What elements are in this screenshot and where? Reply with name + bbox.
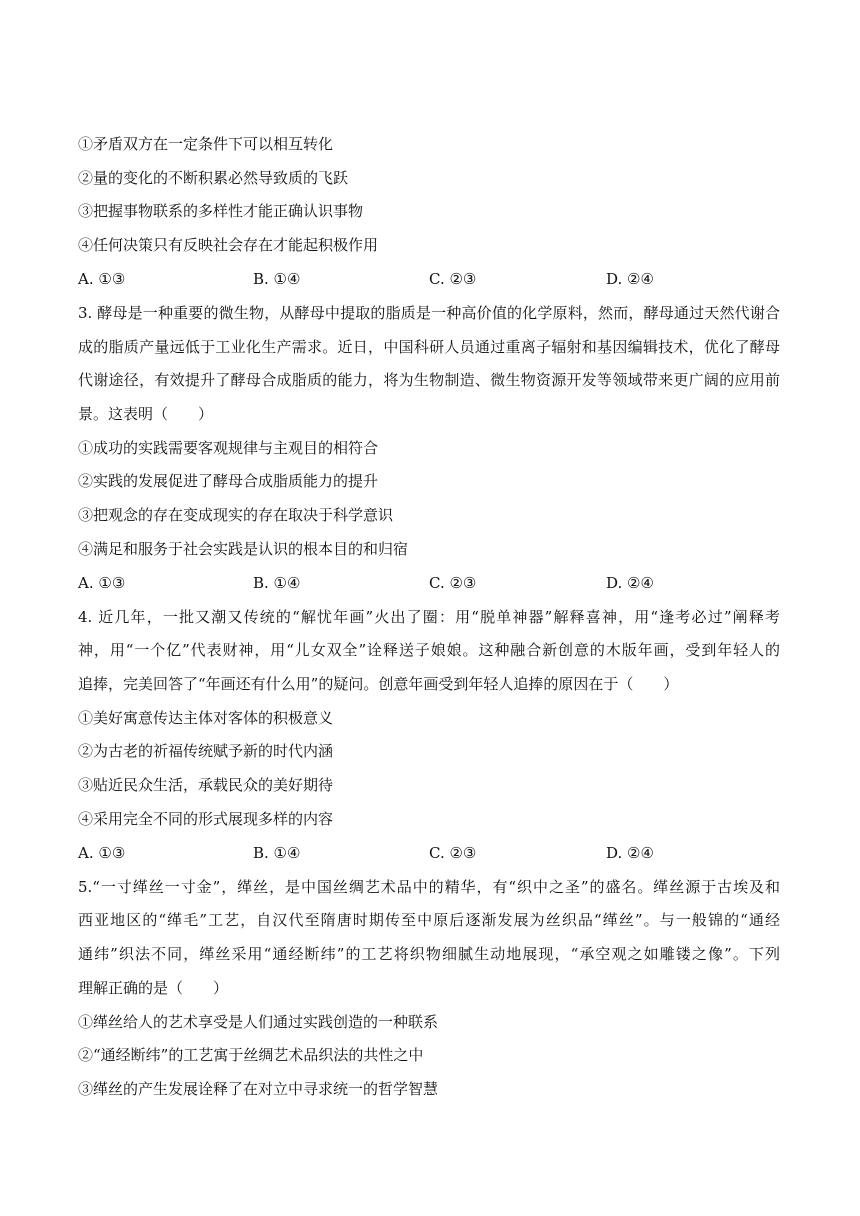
answer-options [78, 843, 780, 863]
statement-item: ①成功的实践需要客观规律与主观目的相符合 [78, 439, 379, 457]
statement-item: ③把握事物联系的多样性才能正确认识事物 [78, 202, 364, 220]
option-c: C. ②③ [429, 574, 477, 592]
statement-item: ③把观念的存在变成现实的存在取决于科学意识 [78, 506, 394, 524]
question-stem-line: 3. 酵母是一种重要的微生物，从酵母中提取的脂质是一种高价值的化学原料，然而，酵母通过天然代谢合 [78, 304, 780, 322]
statement-item: ①美好寓意传达主体对客体的积极意义 [78, 709, 334, 727]
statement-item: ①矛盾双方在一定条件下可以相互转化 [78, 135, 334, 153]
question-stem-line: 成的脂质产量远低于工业化生产需求。近日，中国科研人员通过重离子辐射和基因编辑技术，优化了酵母 [78, 338, 780, 356]
question-stem-line: 景。这表明（ ） [78, 405, 214, 423]
statement-item: ③缂丝的产生发展诠释了在对立中寻求统一的哲学智慧 [78, 1080, 439, 1098]
option-a: A. ①③ [78, 844, 126, 862]
question-stem-line: 追捧，完美回答了“年画还有什么用”的疑问。创意年画受到年轻人追捧的原因在于（ ） [78, 675, 679, 693]
question-stem-line: 代谢途径，有效提升了酵母合成脂质的能力，将为生物制造、微生物资源开发等领域带来更广阔的应用前 [78, 371, 780, 389]
question-stem-line: 西亚地区的“缂毛”工艺，自汉代至隋唐时期传至中原后逐渐发展为丝织品“缂丝”。与一般锦的“通经 [78, 911, 780, 929]
statement-item: ④满足和服务于社会实践是认识的根本目的和归宿 [78, 540, 409, 558]
statement-item: ③贴近民众生活，承载民众的美好期待 [78, 776, 334, 794]
question-stem-line: 4. 近几年，一批又潮又传统的“解忧年画”火出了圈：用“脱单神器”解释喜神，用“逢考必过”阐释考 [78, 608, 780, 626]
question-stem-line: 神，用“一个亿”代表财神，用“儿女双全”诠释送子娘娘。这种融合新创意的木版年画，受到年轻人的 [78, 641, 780, 659]
option-c: C. ②③ [429, 270, 477, 288]
answer-options [78, 573, 780, 593]
statement-item: ④采用完全不同的形式展现多样的内容 [78, 810, 334, 828]
question-stem-line: 理解正确的是（ ） [78, 979, 229, 997]
question-stem-line: 通纬”织法不同，缂丝采用“通经断纬”的工艺将织物细腻生动地展现，“承空观之如雕镂之像”。下列 [78, 945, 780, 963]
option-b: B. ①④ [253, 844, 301, 862]
option-a: A. ①③ [78, 270, 126, 288]
statement-item: ④任何决策只有反映社会存在才能起积极作用 [78, 236, 379, 254]
option-a: A. ①③ [78, 574, 126, 592]
option-d: D. ②④ [606, 574, 654, 592]
option-b: B. ①④ [253, 270, 301, 288]
option-b: B. ①④ [253, 574, 301, 592]
option-d: D. ②④ [606, 270, 654, 288]
statement-item: ②“通经断纬”的工艺寓于丝绸艺术品织法的共性之中 [78, 1046, 424, 1064]
statement-item: ①缂丝给人的艺术享受是人们通过实践创造的一种联系 [78, 1013, 439, 1031]
option-d: D. ②④ [606, 844, 654, 862]
statement-item: ②实践的发展促进了酵母合成脂质能力的提升 [78, 472, 379, 490]
statement-item: ②为古老的祈福传统赋予新的时代内涵 [78, 742, 334, 760]
answer-options [78, 269, 780, 289]
statement-item: ②量的变化的不断积累必然导致质的飞跃 [78, 169, 349, 187]
option-c: C. ②③ [429, 844, 477, 862]
question-stem-line: 5.“一寸缂丝一寸金”，缂丝，是中国丝绸艺术品中的精华，有“织中之圣”的盛名。缂丝源于古埃及和 [78, 878, 780, 896]
